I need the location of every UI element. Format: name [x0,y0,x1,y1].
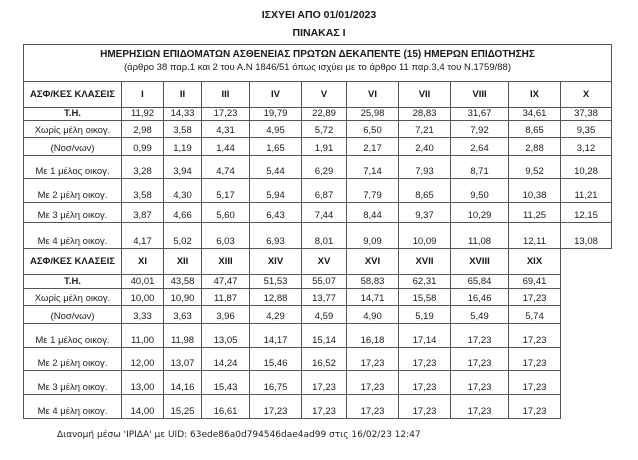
effective-date-title: ΙΣΧΥΕΙ ΑΠΟ 01/01/2023 [261,9,377,21]
value-cell: 9,35 [561,121,612,138]
table-row [24,108,612,121]
value-cell: 16,75 [250,371,302,395]
value-cell: 22,89 [302,108,347,121]
value-cell: 5,17 [202,179,250,203]
value-cell: 5,02 [164,223,202,249]
value-cell: 7,79 [347,179,399,203]
value-cell: 17,23 [451,324,509,348]
table-row [24,223,612,249]
allowance-table-classes-xi-xix [23,248,561,419]
value-cell: 6,93 [250,223,302,249]
value-cell: 3,96 [202,306,250,324]
value-cell: 9,50 [451,179,509,203]
value-cell: 34,61 [509,108,561,121]
class-header-cell: XVI [347,249,399,275]
value-cell: 0,99 [122,138,164,156]
value-cell: 17,23 [399,395,451,419]
table-row [24,289,561,306]
table-row [24,395,561,419]
value-cell: 10,29 [451,203,509,223]
value-cell: 12,88 [250,289,302,306]
value-cell: 12,11 [509,223,561,249]
class-header-row [24,82,612,108]
value-cell: 1,65 [250,138,302,156]
class-header-label: ΑΣΦ/ΚΕΣ ΚΛΑΣΕΙΣ [24,249,122,275]
row-label: (Νοσ/νων) [24,306,122,324]
row-label: Με 3 μέλη οικογ. [24,371,122,395]
value-cell: 6,43 [250,203,302,223]
value-cell: 28,83 [399,108,451,121]
class-header-cell: XVII [399,249,451,275]
value-cell: 13,05 [202,324,250,348]
value-cell: 15,58 [399,289,451,306]
value-cell: 17,23 [347,395,399,419]
value-cell: 7,93 [399,156,451,179]
value-cell: 62,31 [399,275,451,289]
value-cell: 37,38 [561,108,612,121]
class-header-row [24,249,561,275]
value-cell: 9,37 [399,203,451,223]
value-cell: 47,47 [202,275,250,289]
allowance-table-classes-i-x [23,81,612,249]
value-cell: 10,09 [399,223,451,249]
value-cell: 17,23 [399,348,451,371]
value-cell: 4,17 [122,223,164,249]
value-cell: 3,58 [164,121,202,138]
value-cell: 17,23 [250,395,302,419]
table-row [24,179,612,203]
value-cell: 40,01 [122,275,164,289]
value-cell: 12,15 [561,203,612,223]
class-header-cell: XII [164,249,202,275]
value-cell: 3,28 [122,156,164,179]
value-cell: 15,14 [302,324,347,348]
row-label: Με 2 μέλη οικογ. [24,348,122,371]
value-cell: 11,08 [451,223,509,249]
class-header-cell: XVIII [451,249,509,275]
value-cell: 8,71 [451,156,509,179]
class-header-cell: XIII [202,249,250,275]
value-cell: 10,28 [561,156,612,179]
class-header-label: ΑΣΦ/ΚΕΣ ΚΛΑΣΕΙΣ [24,82,122,108]
value-cell: 14,17 [250,324,302,348]
row-label: Με 1 μέλος οικογ. [24,156,122,179]
value-cell: 17,23 [509,371,561,395]
value-cell: 17,23 [202,108,250,121]
value-cell: 17,23 [451,371,509,395]
value-cell: 11,00 [122,324,164,348]
value-cell: 17,23 [347,371,399,395]
value-cell: 25,98 [347,108,399,121]
value-cell: 4,66 [164,203,202,223]
value-cell: 10,38 [509,179,561,203]
value-cell: 43,58 [164,275,202,289]
value-cell: 2,88 [509,138,561,156]
value-cell: 4,95 [250,121,302,138]
table-row [24,324,561,348]
value-cell: 8,65 [509,121,561,138]
value-cell: 2,98 [122,121,164,138]
value-cell: 10,90 [164,289,202,306]
value-cell: 5,49 [451,306,509,324]
value-cell: 11,87 [202,289,250,306]
value-cell: 14,71 [347,289,399,306]
row-label: (Νοσ/νων) [24,138,122,156]
class-header-cell: VIII [451,82,509,108]
value-cell: 19,79 [250,108,302,121]
class-header-cell: VII [399,82,451,108]
class-header-cell: III [202,82,250,108]
value-cell: 17,23 [399,371,451,395]
table-row [24,371,561,395]
table-caption-heading: ΗΜΕΡΗΣΙΩΝ ΕΠΙΔΟΜΑΤΩΝ ΑΣΘΕΝΕΙΑΣ ΠΡΩΤΩΝ ΔΕΚΑΠΕΝΤΕ (15) ΗΜΕΡΩΝ ΕΠΙΔΟΤΗΣΗΣ [100,49,535,60]
table-caption-subheading: (άρθρο 38 παρ.1 και 2 του Α.Ν 1846/51 όπως ισχύει με το άρθρο 11 παρ.3,4 του Ν.1759/88) [123,62,511,73]
value-cell: 17,23 [302,371,347,395]
value-cell: 3,87 [122,203,164,223]
value-cell: 8,44 [347,203,399,223]
value-cell: 5,44 [250,156,302,179]
value-cell: 69,41 [509,275,561,289]
row-label: Τ.Η. [24,275,122,289]
row-label: Χωρίς μέλη οικογ. [24,289,122,306]
distribution-footer: Διανομή μέσω 'ΙΡΙΔΑ' με UID: 63ede86a0d794546dae4ad99 στις 16/02/23 12:47 [57,430,421,440]
value-cell: 17,23 [509,395,561,419]
value-cell: 16,61 [202,395,250,419]
table-row [24,348,561,371]
row-label: Με 4 μέλη οικογ. [24,223,122,249]
row-label: Τ.Η. [24,108,122,121]
value-cell: 2,40 [399,138,451,156]
value-cell: 5,60 [202,203,250,223]
class-header-cell: IV [250,82,302,108]
table-title: ΠΙΝΑΚΑΣ Ι [292,27,346,39]
value-cell: 1,91 [302,138,347,156]
class-header-cell: VI [347,82,399,108]
value-cell: 17,23 [509,348,561,371]
value-cell: 15,43 [202,371,250,395]
value-cell: 7,44 [302,203,347,223]
value-cell: 9,52 [509,156,561,179]
table-caption-box [23,44,612,81]
value-cell: 1,44 [202,138,250,156]
value-cell: 15,46 [250,348,302,371]
value-cell: 1,19 [164,138,202,156]
value-cell: 14,00 [122,395,164,419]
value-cell: 16,52 [302,348,347,371]
value-cell: 10,00 [122,289,164,306]
value-cell: 5,74 [509,306,561,324]
row-label: Με 2 μέλη οικογ. [24,179,122,203]
value-cell: 17,14 [399,324,451,348]
class-header-cell: XIX [509,249,561,275]
value-cell: 17,23 [509,324,561,348]
value-cell: 5,94 [250,179,302,203]
value-cell: 5,72 [302,121,347,138]
value-cell: 7,21 [399,121,451,138]
value-cell: 11,98 [164,324,202,348]
table-row [24,138,612,156]
value-cell: 12,00 [122,348,164,371]
class-header-cell: V [302,82,347,108]
value-cell: 17,23 [509,289,561,306]
value-cell: 65,84 [451,275,509,289]
value-cell: 13,08 [561,223,612,249]
value-cell: 11,21 [561,179,612,203]
value-cell: 4,29 [250,306,302,324]
value-cell: 15,25 [164,395,202,419]
table-row [24,156,612,179]
value-cell: 16,18 [347,324,399,348]
row-label: Με 4 μέλη οικογ. [24,395,122,419]
value-cell: 14,33 [164,108,202,121]
value-cell: 9,09 [347,223,399,249]
class-header-cell: XI [122,249,164,275]
value-cell: 51,53 [250,275,302,289]
value-cell: 55,07 [302,275,347,289]
value-cell: 4,90 [347,306,399,324]
row-label: Χωρίς μέλη οικογ. [24,121,122,138]
value-cell: 6,50 [347,121,399,138]
value-cell: 6,03 [202,223,250,249]
value-cell: 31,67 [451,108,509,121]
value-cell: 7,92 [451,121,509,138]
value-cell: 16,46 [451,289,509,306]
value-cell: 11,25 [509,203,561,223]
class-header-cell: XV [302,249,347,275]
value-cell: 58,83 [347,275,399,289]
value-cell: 3,63 [164,306,202,324]
table-row [24,203,612,223]
value-cell: 17,23 [302,395,347,419]
value-cell: 17,23 [451,348,509,371]
table-row [24,275,561,289]
value-cell: 6,29 [302,156,347,179]
value-cell: 3,12 [561,138,612,156]
value-cell: 11,92 [122,108,164,121]
value-cell: 13,07 [164,348,202,371]
value-cell: 3,58 [122,179,164,203]
value-cell: 17,23 [347,348,399,371]
row-label: Με 1 μέλος οικογ. [24,324,122,348]
table-row [24,306,561,324]
value-cell: 14,16 [164,371,202,395]
value-cell: 4,59 [302,306,347,324]
value-cell: 4,31 [202,121,250,138]
value-cell: 3,94 [164,156,202,179]
value-cell: 8,65 [399,179,451,203]
value-cell: 7,14 [347,156,399,179]
value-cell: 4,30 [164,179,202,203]
row-label: Με 3 μέλη οικογ. [24,203,122,223]
value-cell: 2,64 [451,138,509,156]
class-header-cell: IX [509,82,561,108]
value-cell: 8,01 [302,223,347,249]
value-cell: 5,19 [399,306,451,324]
value-cell: 2,17 [347,138,399,156]
class-header-cell: X [561,82,612,108]
value-cell: 13,00 [122,371,164,395]
table-row [24,121,612,138]
value-cell: 14,24 [202,348,250,371]
value-cell: 13,77 [302,289,347,306]
value-cell: 3,33 [122,306,164,324]
class-header-cell: I [122,82,164,108]
value-cell: 6,87 [302,179,347,203]
value-cell: 17,23 [451,395,509,419]
value-cell: 4,74 [202,156,250,179]
class-header-cell: II [164,82,202,108]
class-header-cell: XIV [250,249,302,275]
